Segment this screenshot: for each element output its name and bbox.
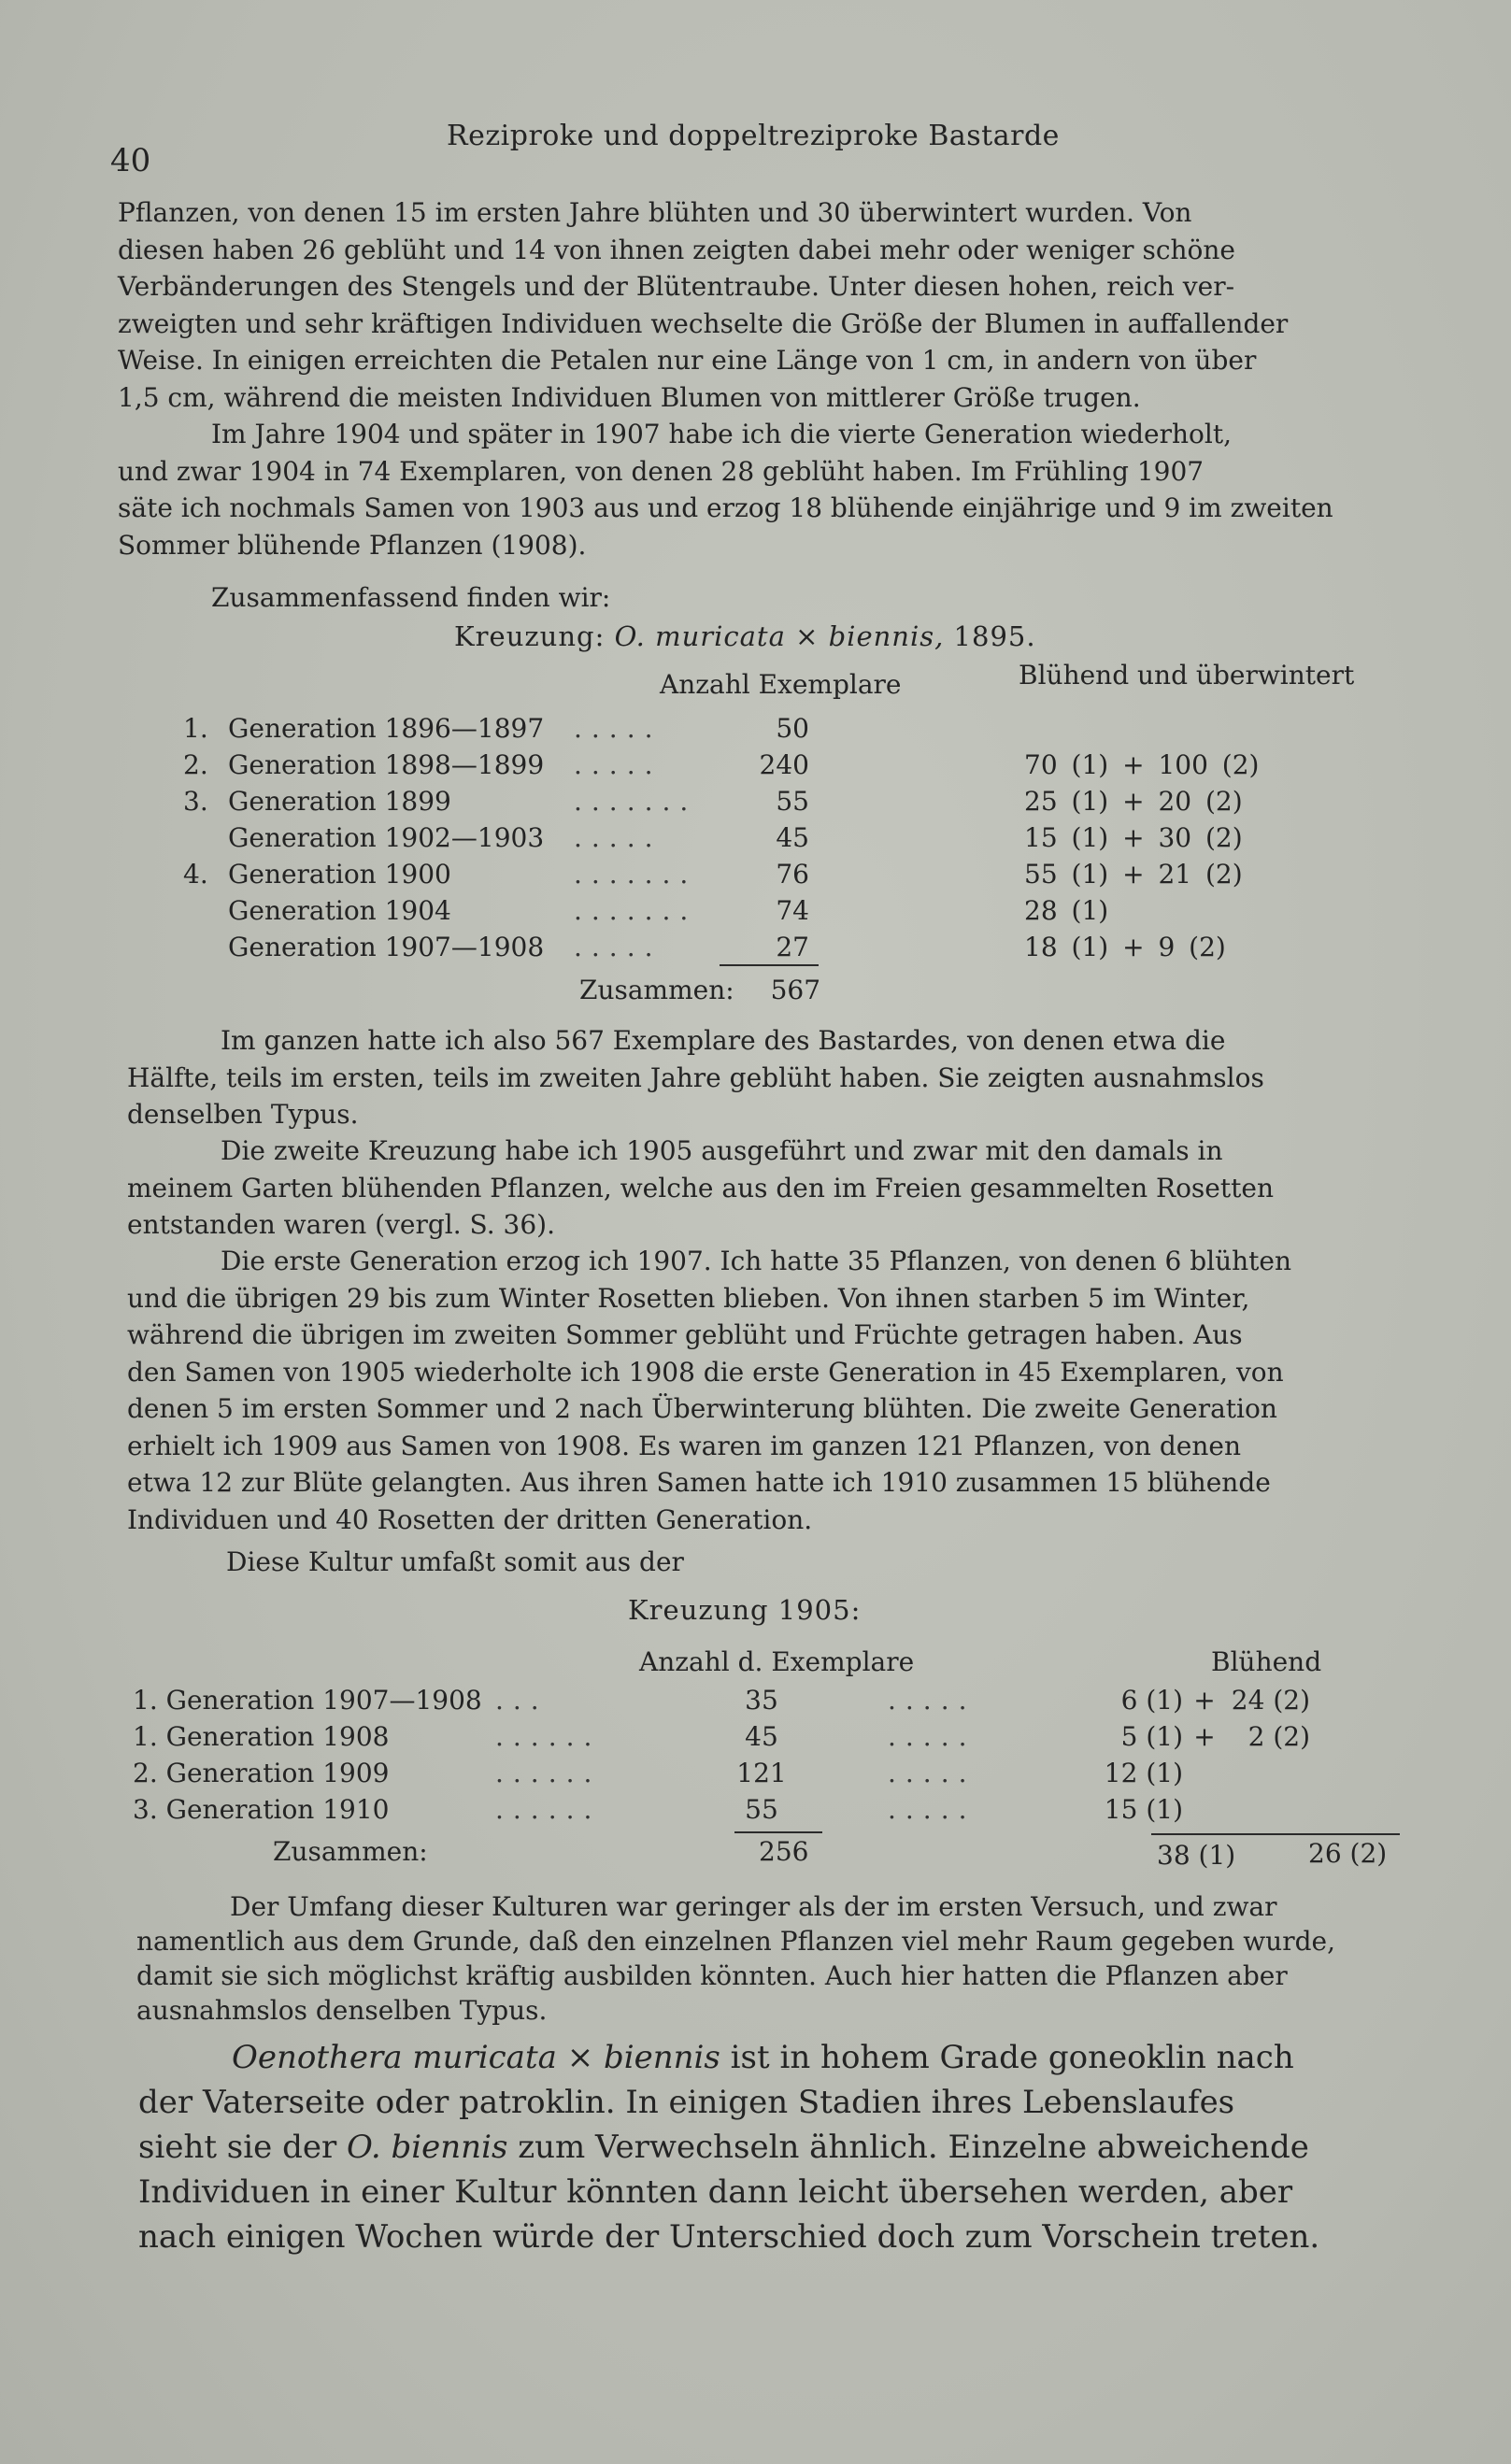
row-index: 4.: [183, 859, 208, 890]
text-line: nach einigen Wochen würde der Unterschied doch zum Vorschein treten.: [138, 2218, 1320, 2256]
row-bloom: 70 (1) + 100 (2): [1024, 749, 1260, 780]
paragraph-8: [136, 1889, 1398, 2028]
text-fragment: ist in hohem Grade goneoklin nach: [720, 2039, 1294, 2076]
paragraph-5: [127, 1132, 1389, 1244]
row-plus: +: [1193, 1685, 1216, 1716]
row-bloom: 25 (1) + 20 (2): [1024, 786, 1243, 817]
text-line: denselben Typus.: [127, 1099, 359, 1130]
text-line: diesen haben 26 geblüht und 14 von ihnen zeigten dabei mehr oder weniger schöne: [118, 234, 1236, 265]
paragraph-4: [127, 1022, 1389, 1133]
table2-total-b2: 26 (2): [1308, 1838, 1388, 1869]
row-plus: [1183, 1755, 1226, 1791]
text-line: Im Jahre 1904 und später in 1907 habe ich die vierte Generation wiederholt,: [211, 419, 1232, 449]
row-count: 45: [776, 822, 809, 853]
text-line: der Vaterseite oder patroklin. In einigen Stadien ihres Lebenslaufes: [138, 2084, 1235, 2121]
row-dots: .......: [574, 786, 698, 817]
table1-total-label: Zusammen:: [579, 975, 734, 1005]
text-line: 1,5 cm, während die meisten Individuen Blumen von mittlerer Größe trugen.: [118, 381, 1141, 413]
paragraph-9: [138, 2035, 1409, 2259]
row-dots: .......: [574, 895, 698, 926]
text-line: Die erste Generation erzog ich 1907. Ich hatte 35 Pflanzen, von denen 6 blühten: [221, 1246, 1292, 1276]
text-line: Verbänderungen des Stengels und der Blütentraube. Unter diesen hohen, reich ver-: [118, 271, 1235, 302]
row-label: 2. Generation 1909: [133, 1758, 390, 1788]
table-row: [183, 710, 1259, 747]
row-bloom-1: 6 (1): [1120, 1685, 1183, 1716]
text-line: Diese Kultur umfaßt somit aus der: [226, 1546, 684, 1577]
row-dots: .....: [888, 1721, 976, 1752]
table2: [133, 1682, 1310, 1828]
table2-title: Kreuzung 1905:: [628, 1594, 862, 1626]
row-label: 3. Generation 1910: [133, 1794, 390, 1825]
text-line: Im ganzen hatte ich also 567 Exemplare des Bastardes, von denen etwa die: [221, 1025, 1226, 1056]
table1-title: [454, 620, 1036, 652]
row-bloom: 55 (1) + 21 (2): [1024, 859, 1243, 890]
row-dots: .....: [574, 713, 663, 744]
row-count: 27: [776, 932, 809, 962]
row-count: 35: [745, 1685, 778, 1716]
text-line: und die übrigen 29 bis zum Winter Rosetten blieben. Von ihnen starben 5 im Winter,: [127, 1282, 1250, 1314]
row-count: 240: [759, 749, 809, 780]
row-bloom-2: 24 (2): [1231, 1685, 1310, 1716]
table2-col-bloom: Blühend: [1211, 1646, 1322, 1677]
table-row: [183, 856, 1259, 892]
row-count: 76: [776, 859, 809, 890]
running-head: Reziproke und doppeltreziproke Bastarde: [447, 120, 1060, 152]
row-label: 1. Generation 1907—1908: [133, 1685, 482, 1716]
text-line: Zusammenfassend finden wir:: [211, 582, 611, 613]
table1-title-species: O. muricata × biennis,: [614, 620, 945, 652]
row-dots: .....: [888, 1685, 976, 1716]
table1-col-count: Anzahl Exemplare: [660, 669, 902, 700]
table2-total-label: Zusammen:: [273, 1836, 428, 1867]
row-bloom-1: 12 (1): [1104, 1758, 1183, 1788]
row-bloom-2: [1226, 1791, 1310, 1828]
text-line: Der Umfang dieser Kulturen war geringer als der im ersten Versuch, und zwar: [230, 1891, 1277, 1922]
row-count: 55: [745, 1794, 778, 1825]
row-bloom-1: 15 (1): [1104, 1794, 1183, 1825]
table2-total-count: 256: [759, 1836, 809, 1867]
row-dots: ...: [495, 1685, 549, 1716]
text-fragment: zum Verwechseln ähnlich. Einzelne abweichende: [507, 2129, 1309, 2166]
text-line: Individuen in einer Kultur könnten dann leicht übersehen werden, aber: [138, 2173, 1293, 2211]
text-line: säte ich nochmals Samen von 1903 aus und erzog 18 blühende einjährige und 9 im zweiten: [118, 492, 1333, 523]
table-row: [133, 1682, 1310, 1718]
text-line: Die zweite Kreuzung habe ich 1905 ausgeführt und zwar mit den damals in: [221, 1135, 1223, 1166]
row-dots: ......: [495, 1758, 602, 1788]
text-line: entstanden waren (vergl. S. 36).: [127, 1209, 555, 1240]
row-label: Generation 1896—1897: [228, 713, 545, 744]
text-fragment: sieht sie der: [138, 2129, 348, 2166]
table-row: [183, 747, 1259, 783]
table-row: [133, 1755, 1310, 1791]
table1-title-prefix: Kreuzung:: [454, 620, 615, 652]
row-label: Generation 1899: [228, 786, 451, 817]
row-label: Generation 1907—1908: [228, 932, 545, 962]
table-row: [183, 892, 1259, 929]
text-line: [138, 2125, 1409, 2170]
row-count: 121: [736, 1758, 787, 1788]
row-label: Generation 1902—1903: [228, 822, 545, 853]
row-index: [183, 929, 228, 965]
text-line: Hälfte, teils im ersten, teils im zweiten Jahre geblüht haben. Sie zeigten ausnahmslos: [127, 1061, 1264, 1093]
text-line: [138, 2035, 1409, 2080]
table-row: [183, 929, 1259, 965]
row-label: 1. Generation 1908: [133, 1721, 390, 1752]
row-index: 2.: [183, 749, 208, 780]
row-dots: .....: [574, 932, 663, 962]
text-line: Weise. In einigen erreichten die Petalen nur eine Länge von 1 cm, in andern von über: [118, 345, 1257, 376]
paragraph-6: [127, 1243, 1389, 1538]
table-row: [133, 1791, 1310, 1828]
table-row: [183, 819, 1259, 856]
row-dots: .......: [574, 859, 698, 890]
table2-col-count: Anzahl d. Exemplare: [639, 1646, 915, 1677]
paragraph-3: [211, 579, 610, 617]
row-count: 74: [776, 895, 809, 926]
row-bloom-2: [1226, 1755, 1310, 1791]
text-line: erhielt ich 1909 aus Samen von 1908. Es waren im ganzen 121 Pflanzen, von denen: [127, 1430, 1241, 1461]
row-count: 45: [745, 1721, 778, 1752]
text-line: damit sie sich möglichst kräftig ausbilden könnten. Auch hier hatten die Pflanzen aber: [136, 1960, 1288, 1991]
row-dots: ......: [495, 1794, 602, 1825]
paragraph-2: [118, 416, 1379, 563]
page-number: 40: [110, 142, 151, 179]
table-row: [133, 1718, 1310, 1755]
text-line: Individuen und 40 Rosetten der dritten Generation.: [127, 1503, 813, 1535]
table1-title-suffix: 1895.: [944, 620, 1036, 652]
row-index: 3.: [183, 786, 208, 817]
row-bloom: 28 (1): [1024, 895, 1109, 926]
text-line: Pflanzen, von denen 15 im ersten Jahre blühten und 30 überwintert wurden. Von: [118, 197, 1192, 228]
text-line: Sommer blühende Pflanzen (1908).: [118, 529, 587, 561]
table1-sum-rule: [720, 964, 819, 966]
table1: [183, 710, 1259, 965]
text-line: etwa 12 zur Blüte gelangten. Aus ihren Samen hatte ich 1910 zusammen 15 blühende: [127, 1467, 1271, 1498]
row-dots: .....: [888, 1758, 976, 1788]
table-row: [183, 783, 1259, 819]
paragraph-7: [226, 1544, 684, 1581]
row-label: Generation 1898—1899: [228, 749, 545, 780]
row-index: [183, 892, 228, 929]
row-dots: .....: [574, 749, 663, 780]
text-line: und zwar 1904 in 74 Exemplaren, von denen 28 geblüht haben. Im Frühling 1907: [118, 455, 1205, 487]
species-name: Oenothera muricata × biennis: [232, 2039, 720, 2076]
table2-total-b1: 38 (1): [1157, 1840, 1236, 1871]
row-bloom: 18 (1) + 9 (2): [1024, 932, 1226, 962]
table1-total: [579, 972, 820, 1009]
text-line: zweigten und sehr kräftigen Individuen wechselte die Größe der Blumen in auffallender: [118, 307, 1289, 339]
text-line: namentlich aus dem Grunde, daß den einzelnen Pflanzen viel mehr Raum gegeben wurde,: [136, 1926, 1335, 1957]
row-dots: .....: [888, 1794, 976, 1825]
row-count: 50: [776, 713, 809, 744]
row-index: 1.: [183, 713, 208, 744]
row-label: Generation 1904: [228, 895, 451, 926]
row-dots: .....: [574, 822, 663, 853]
species-name: O. biennis: [347, 2129, 508, 2166]
row-count: 55: [776, 786, 809, 817]
row-bloom: 15 (1) + 30 (2): [1024, 822, 1243, 853]
row-bloom-2: 2 (2): [1247, 1721, 1310, 1752]
text-line: während die übrigen im zweiten Sommer geblüht und Früchte getragen haben. Aus: [127, 1319, 1243, 1350]
paragraph-1: [118, 194, 1379, 416]
text-line: ausnahmslos denselben Typus.: [136, 1995, 548, 2026]
row-index: [183, 819, 228, 856]
text-line: denen 5 im ersten Sommer und 2 nach Überwinterung blühten. Die zweite Generation: [127, 1393, 1277, 1424]
table1-total-value: 567: [770, 975, 821, 1005]
row-plus: [1183, 1791, 1226, 1828]
row-plus: +: [1193, 1721, 1216, 1752]
row-bloom-1: 5 (1): [1120, 1721, 1183, 1752]
row-dots: ......: [495, 1721, 602, 1752]
text-line: meinem Garten blühenden Pflanzen, welche aus den im Freien gesammelten Rosetten: [127, 1172, 1274, 1204]
row-label: Generation 1900: [228, 859, 451, 890]
row-bloom: [809, 710, 1259, 747]
table1-col-bloom: Blühend und überwintert: [1019, 660, 1355, 691]
text-line: den Samen von 1905 wiederholte ich 1908 die erste Generation in 45 Exemplaren, von: [127, 1356, 1284, 1388]
